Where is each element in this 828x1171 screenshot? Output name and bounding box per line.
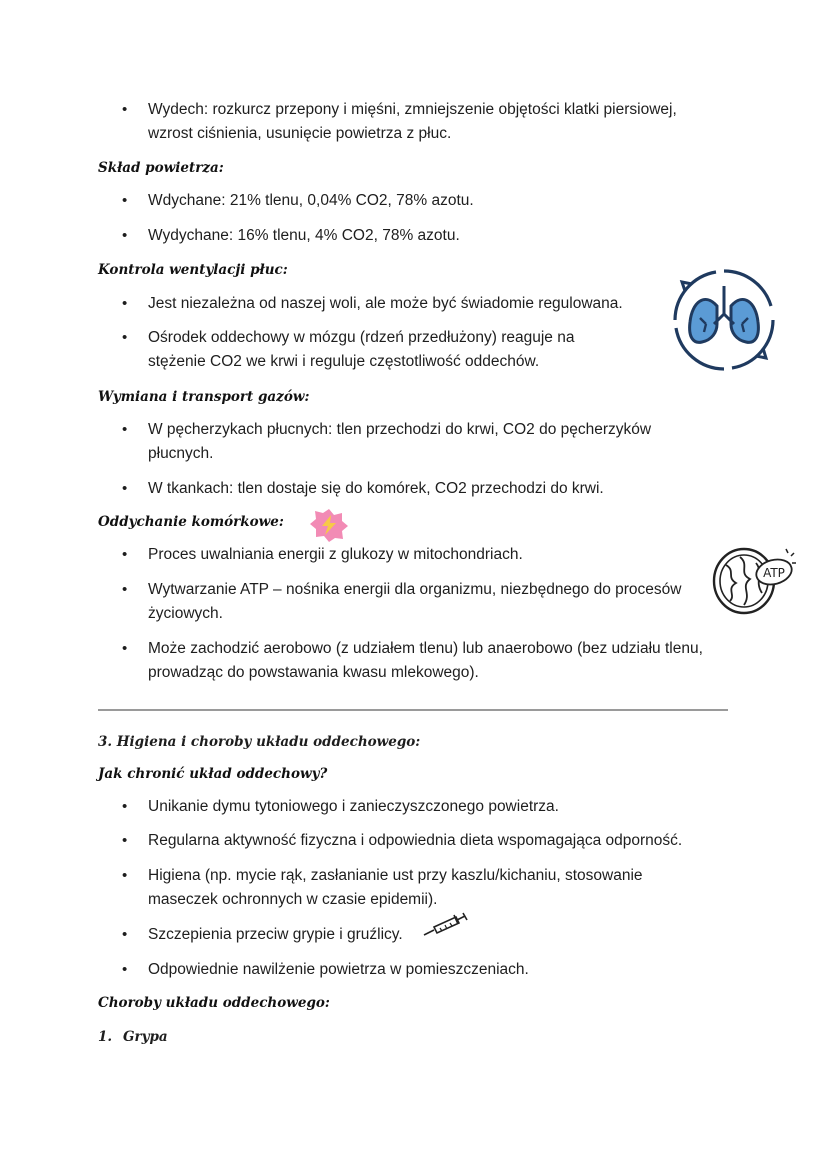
lungs-icon [670,266,778,374]
bullet-involuntary: • Jest niezależna od naszej woli, ale może być świadomie regulowana. [148,292,723,316]
syringe-icon [422,912,470,938]
section-divider [98,709,728,711]
bullet-hygiene: • Higiena (np. mycie rąk, zasłanianie ust przy kaszlu/kichaniu, stosowanie maseczek ochronnych w czasie epidemii). [148,864,693,912]
bullet-exhaled-air: • Wydychane: 16% tlenu, 4% CO2, 78% azotu. [148,224,723,248]
bullet-avoid-smoke: • Unikanie dymu tytoniowego i zanieczyszczonego powietrza. [148,795,723,819]
heading-ventilation-control: Kontrola wentylacji płuc: [98,262,288,278]
list-number: 1. [98,1029,113,1045]
bullet-energy-release: • Proces uwalniania energii z glukozy w mitochondriach. [148,543,723,567]
heading-diseases: Choroby układu oddechowego: [98,995,330,1011]
heading-gas-exchange: Wymiana i transport gazów: [98,389,310,405]
bullet-exhale: • Wydech: rozkurcz przepony i mięśni, zmniejszenie objętości klatki piersiowej, wzrost ciśnienia, usunięcie powietrza z płuc. [148,98,723,146]
bullet-alveoli: • W pęcherzykach płucnych: tlen przechodzi do krwi, CO2 do pęcherzyków płucnych. [148,418,688,466]
bullet-aerobic-anaerobic: • Może zachodzić aerobowo (z udziałem tlenu) lub anaerobowo (bez udziału tlenu, prowadząc do powstawania kwasu mlekowego). [148,637,733,685]
bullet-tissues: • W tkankach: tlen dostaje się do komórek, CO2 przechodzi do krwi. [148,477,723,501]
bullet-inhaled-air: • Wdychane: 21% tlenu, 0,04% CO2, 78% azotu. [148,189,723,213]
bullet-humidity: • Odpowiednie nawilżenie powietrza w pomieszczeniach. [148,958,723,982]
energy-badge-icon [309,507,349,543]
heading-air-composition: Skład powietrza: [98,160,224,176]
bullet-atp: • Wytwarzanie ATP – nośnika energii dla organizmu, niezbędnego do procesów życiowych. [148,578,708,626]
disease-flu: Grypa [123,1029,168,1045]
bullet-respiratory-center: • Ośrodek oddechowy w mózgu (rdzeń przedłużony) reaguje na stężenie CO2 we krwi i reguluje częstotliwość oddechów. [148,326,608,374]
bullet-vaccination: • Szczepienia przeciw grypie i gruźlicy. [148,923,418,947]
section-title-hygiene: 3. Higiena i choroby układu oddechowego: [98,734,421,750]
heading-protect: Jak chronić układ oddechowy? [98,766,328,782]
atp-label: ATP [763,566,785,580]
mitochondrion-icon [708,543,800,617]
bullet-activity: • Regularna aktywność fizyczna i odpowiednia dieta wspomagająca odporność. [148,829,723,853]
heading-cellular-respiration: Oddychanie komórkowe: [98,514,284,530]
